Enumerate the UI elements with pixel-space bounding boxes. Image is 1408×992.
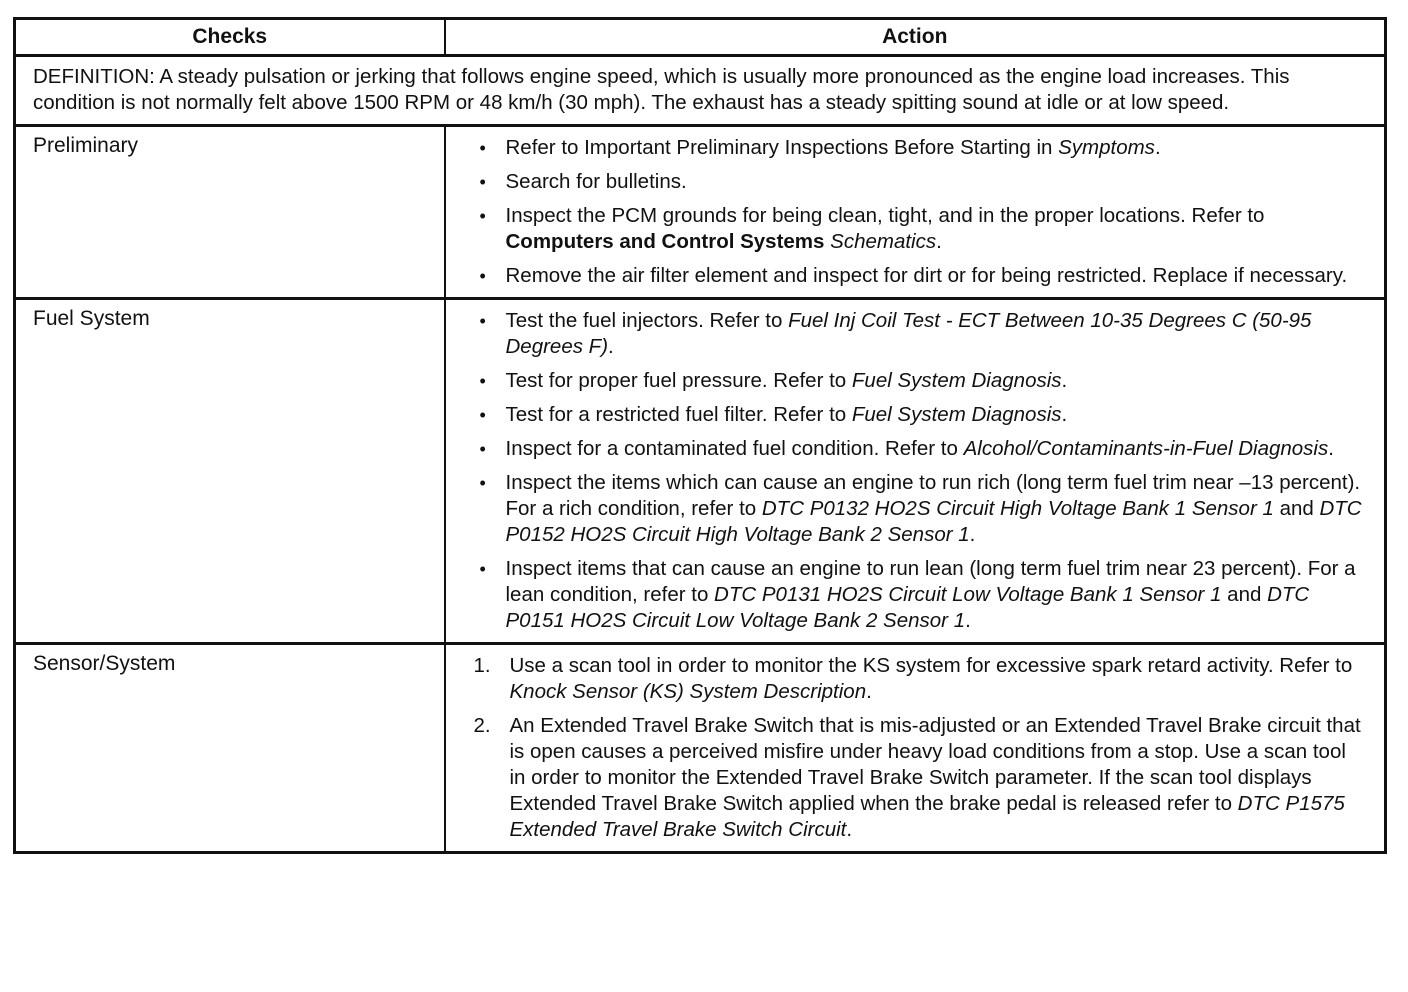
header-row bbox=[15, 19, 1386, 56]
table-row-fuel-system bbox=[15, 299, 1386, 644]
header-action: Action bbox=[445, 19, 1386, 56]
action-cell bbox=[445, 126, 1386, 299]
action-item: • Test for proper fuel pressure. Refer to Fuel System Diagnosis. bbox=[478, 368, 1367, 394]
step-item: 2. An Extended Travel Brake Switch that is mis-adjusted or an Extended Travel Brake circuit that is open causes a perceived misfire under heavy load conditions from a stop. Use a scan tool in order to monitor the Extended Travel Brake Switch parameter. If the scan tool displays Extended Travel Brake Switch applied when the brake pedal is released refer to DTC P1575 Extended Travel Brake Switch Circuit. bbox=[473, 714, 1361, 841]
action-item: • Search for bulletins. bbox=[478, 169, 1367, 195]
definition-row bbox=[15, 56, 1386, 126]
action-item: • Refer to Important Preliminary Inspections Before Starting in Symptoms. bbox=[478, 135, 1367, 161]
action-cell bbox=[445, 644, 1386, 853]
action-item: • Remove the air filter element and inspect for dirt or for being restricted. Replace if necessary. bbox=[478, 263, 1367, 289]
table-row-preliminary bbox=[15, 126, 1386, 299]
action-item: • Test for a restricted fuel filter. Refer to Fuel System Diagnosis. bbox=[478, 402, 1367, 428]
check-label: Fuel System bbox=[15, 299, 445, 644]
action-item: • Test the fuel injectors. Refer to Fuel Inj Coil Test - ECT Between 10-35 Degrees C (50-95 Degrees F). bbox=[478, 308, 1367, 360]
action-item: • Inspect the PCM grounds for being clean, tight, and in the proper locations. Refer to Computers and Control Systems Schematics. bbox=[478, 203, 1367, 255]
diagnostic-table bbox=[13, 17, 1387, 854]
action-item: • Inspect the items which can cause an engine to run rich (long term fuel trim near –13 percent). For a rich condition, refer to DTC P0132 HO2S Circuit High Voltage Bank 1 Sensor 1 and DTC P0152 HO2S Circuit High Voltage Bank 2 Sensor 1. bbox=[478, 470, 1367, 548]
action-item: • Inspect for a contaminated fuel condition. Refer to Alcohol/Contaminants-in-Fuel Diagnosis. bbox=[478, 436, 1367, 462]
action-cell bbox=[445, 299, 1386, 644]
definition-text: DEFINITION: A steady pulsation or jerking that follows engine speed, which is usually more pronounced as the engine load increases. This condition is not normally felt above 1500 RPM or 48 km/h (30 mph). The exhaust has a steady spitting sound at idle or at low speed. bbox=[15, 56, 1386, 126]
check-label: Sensor/System bbox=[15, 644, 445, 853]
check-label: Preliminary bbox=[15, 126, 445, 299]
step-item: 1. Use a scan tool in order to monitor the KS system for excessive spark retard activity. Refer to Knock Sensor (KS) System Description. bbox=[473, 654, 1353, 703]
table-row-sensor-system bbox=[15, 644, 1386, 853]
header-checks: Checks bbox=[15, 19, 445, 56]
action-item: • Inspect items that can cause an engine to run lean (long term fuel trim near 23 percent). For a lean condition, refer to DTC P0131 HO2S Circuit Low Voltage Bank 1 Sensor 1 and DTC P0151 HO2S Circuit Low Voltage Bank 2 Sensor 1. bbox=[478, 556, 1367, 634]
